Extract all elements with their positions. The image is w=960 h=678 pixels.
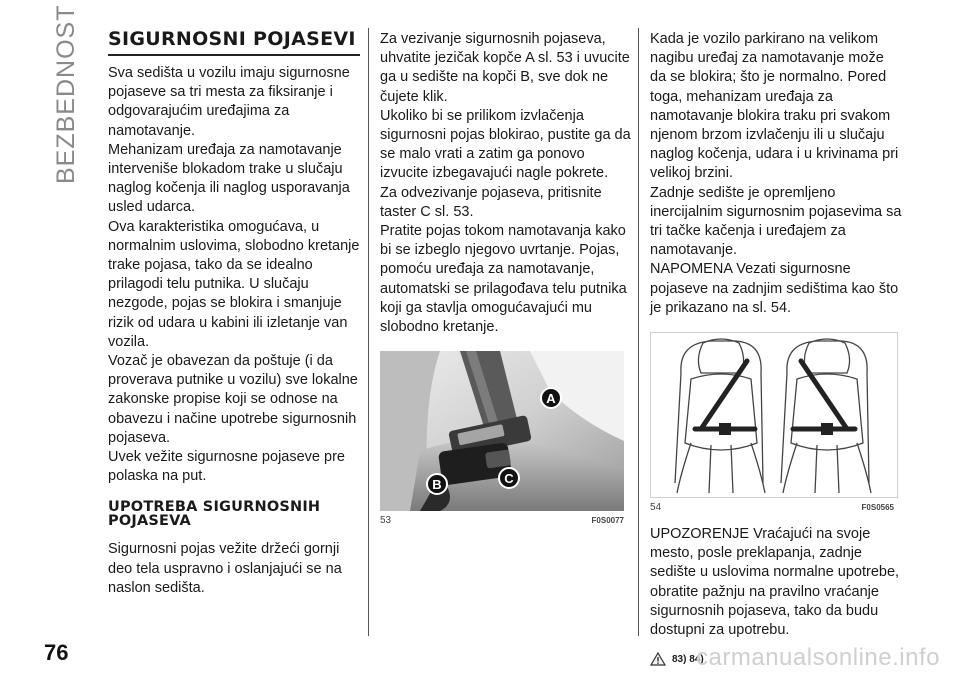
- paragraph: Vozač je obavezan da poštuje (i da proverava putnike u vozilu) sve lokalne zakonske propise koji se odnose na obavezu i načine upotrebe sigurnosnih pojaseva.: [108, 353, 358, 446]
- paragraph: Sigurnosni pojas vežite držeći gornji deo tela uspravno i oslanjajući se na naslon sedišta.: [108, 541, 342, 596]
- warning-paragraph: UPOZORENJE Vraćajući na svoje mesto, posle preklapanja, zadnje sedište u uslovima normalne upotrebe, obratite pažnju na pravilno vraćanje sigurnosnih pojaseva, tako da budu dostupni za upotrebu.: [650, 526, 900, 639]
- paragraph: Ova karakteristika omogućava, u normalnim uslovima, slobodno kretanje trake pojasa, tako da se idealno prilagodi telu putnika. U slučaju nezgode, pojas se blokira i smanjuje rizik od udara u kabini ili izletanje van vozila.: [108, 218, 360, 350]
- paragraph: Ukoliko bi se prilikom izvlačenja sigurnosni pojas blokirao, pustite ga da se malo vrati a zatim ga ponovo izvucite izbegavajući nagle pokrete.: [380, 107, 631, 182]
- seatbelt-buckle-illustration: [380, 351, 624, 511]
- paragraph: NAPOMENA Vezati sigurnosne pojaseve na zadnjim sedištima kao što je prikazano na sl. 54.: [650, 261, 899, 316]
- figure-code: F0S0565: [861, 503, 894, 513]
- warning-ref-numbers: 83) 84): [672, 653, 704, 665]
- figure-number: 53: [380, 515, 392, 527]
- paragraph: Uvek vežite sigurnosne pojaseve pre polaska na put.: [108, 449, 345, 485]
- rear-seats-belt-drawing: [650, 332, 898, 498]
- section-heading: SIGURNOSNI POJASEVI: [108, 28, 356, 50]
- warning-triangle-icon: [650, 652, 666, 666]
- callout-a: A: [540, 387, 562, 409]
- figure-number: 54: [650, 502, 662, 514]
- heading-rule: [108, 54, 360, 56]
- watermark: carmanualsonline.info: [696, 644, 940, 671]
- subsection-heading: UPOTREBA SIGURNOSNIH POJASEVA: [108, 499, 321, 530]
- paragraph: Kada je vozilo parkirano na velikom nagibu uređaj za namotavanje može da se blokira; što je normalno. Pored toga, mehanizam uređaja za namotavanje blokira traku pri svakom njenom brzom izvlačenju ili u slučaju naglog kočenja, udara i u krivinama pri velikoj brzini.: [650, 31, 899, 182]
- page-number: 76: [44, 640, 69, 665]
- seatbelt-buckle-photo: [380, 351, 624, 511]
- figure-54: [650, 332, 902, 513]
- paragraph: Mehanizam uređaja za namotavanje interveniše blokadom trake u slučaju naglog kočenja ili naglog usporavanja usled udarca.: [108, 141, 350, 216]
- column-2: [380, 30, 632, 526]
- section-side-title: BEZBEDNOST: [52, 4, 80, 184]
- figure-caption: [380, 515, 624, 526]
- column-1: [108, 30, 360, 598]
- paragraph: Zadnje sedište je opremljeno inercijalnim sigurnosnim pojasevima sa tri tačke kačenja i uređajem za namotavanje.: [650, 184, 902, 259]
- callout-c: C: [498, 467, 520, 489]
- column-divider: [638, 28, 639, 636]
- column-3: [650, 30, 902, 666]
- paragraph: Sva sedišta u vozilu imaju sigurnosne pojaseve sa tri mesta za fiksiranje i odgovarajućim uređajima za namotavanje.: [108, 65, 350, 139]
- figure-caption: [650, 502, 894, 513]
- figure-code: F0S0077: [591, 516, 624, 526]
- paragraph: Pratite pojas tokom namotavanja kako bi se izbeglo njegovo uvrtanje. Pojas, pomoću uređaja za namotavanje, automatski se prilagođava telu putnika koji ga stavlja omogućavajući mu slobodno kretanje.: [380, 223, 627, 336]
- column-divider: [368, 28, 369, 636]
- rear-seats-illustration: [651, 333, 897, 497]
- paragraph: Za vezivanje sigurnosnih pojaseva, uhvatite jezičak kopče A sl. 53 i uvucite ga u sedište na kopči B, sve dok ne čujete klik.: [380, 31, 630, 105]
- paragraph: Za odvezivanje pojaseva, pritisnite taster C sl. 53.: [380, 184, 602, 220]
- callout-b: B: [426, 473, 448, 495]
- figure-53: [380, 351, 632, 526]
